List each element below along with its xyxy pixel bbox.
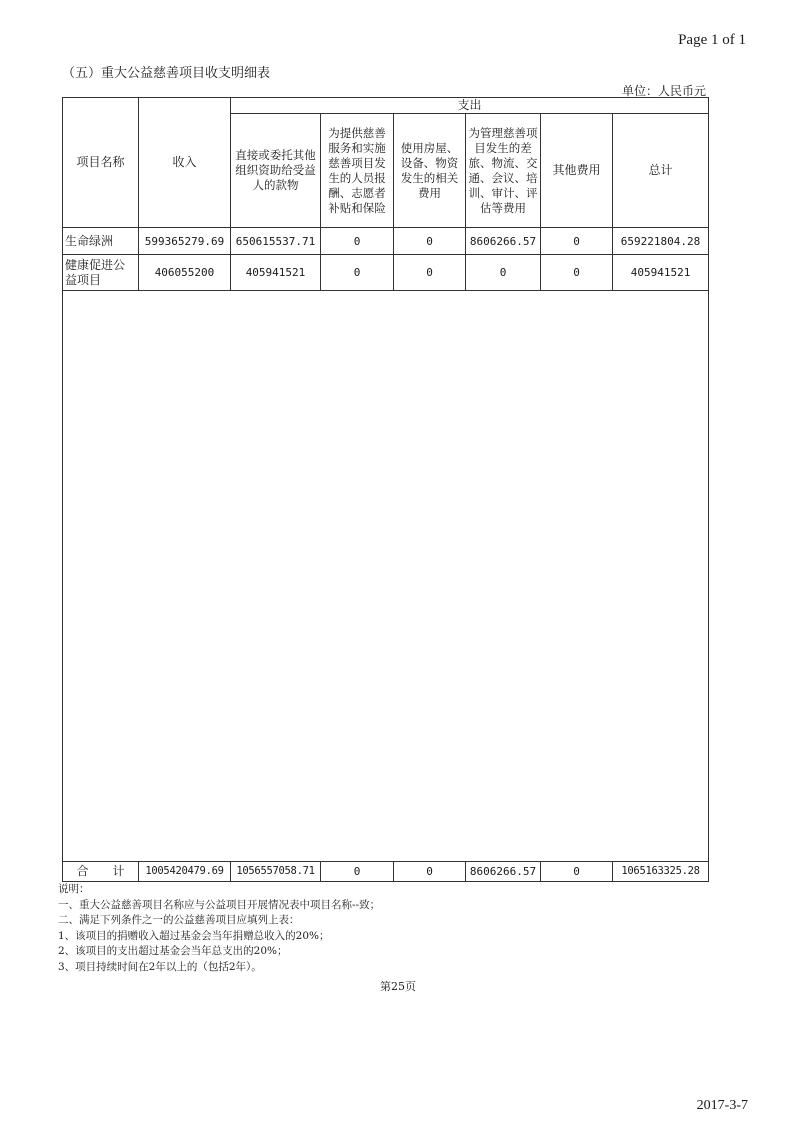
total-premises: 0 <box>394 862 466 882</box>
total-management: 8606266.57 <box>466 862 541 882</box>
row-project-name: 健康促进公益项目 <box>63 255 139 291</box>
row-premises: 0 <box>394 255 466 291</box>
notes-heading: 说明： <box>58 883 90 895</box>
row-direct: 650615537.71 <box>231 228 321 255</box>
total-label: 合 计 <box>63 862 139 882</box>
header-other: 其他费用 <box>541 114 613 228</box>
total-income: 1005420479.69 <box>139 862 231 882</box>
total-other: 0 <box>541 862 613 882</box>
row-project-name: 生命绿洲 <box>63 228 139 255</box>
currency-unit: 单位：人民币元 <box>621 84 706 98</box>
header-row-1 <box>63 98 709 114</box>
row-total: 405941521 <box>613 255 709 291</box>
row-total: 659221804.28 <box>613 228 709 255</box>
total-personnel: 0 <box>321 862 394 882</box>
table-row <box>63 255 709 291</box>
row-premises: 0 <box>394 228 466 255</box>
page-of-indicator: Page 1 of 1 <box>678 32 746 48</box>
row-other: 0 <box>541 255 613 291</box>
row-other: 0 <box>541 228 613 255</box>
header-personnel: 为提供慈善服务和实施慈善项目发生的人员报酬、志愿者补贴和保险 <box>321 114 394 228</box>
header-premises: 使用房屋、设备、物资发生的相关费用 <box>394 114 466 228</box>
header-income: 收入 <box>139 98 231 228</box>
row-income: 406055200 <box>139 255 231 291</box>
note-line: 一、重大公益慈善项目名称应与公益项目开展情况表中项目名称--致； <box>58 898 381 911</box>
charity-project-table <box>62 97 709 882</box>
blank-row <box>63 291 709 862</box>
note-line: 二、满足下列条件之一的公益慈善项目应填列上表： <box>58 914 300 926</box>
header-management: 为管理慈善项目发生的差旅、物流、交通、会议、培训、审计、评估等费用 <box>466 114 541 228</box>
note-line: 3、项目持续时间在2年以上的（包括2年）。 <box>58 960 262 973</box>
header-total: 总计 <box>613 114 709 228</box>
notes-section <box>58 882 380 975</box>
row-management: 0 <box>466 255 541 291</box>
header-project-name: 项目名称 <box>63 98 139 228</box>
total-direct: 1056557058.71 <box>231 862 321 882</box>
row-personnel: 0 <box>321 255 394 291</box>
blank-area <box>63 291 709 862</box>
header-expenditure: 支出 <box>231 98 709 114</box>
header-direct-aid: 直接或委托其他组织资助给受益人的款物 <box>231 114 321 228</box>
note-line: 1、该项目的捐赠收入超过基金会当年捐赠总收入的20%； <box>58 929 330 942</box>
print-date: 2017-3-7 <box>696 1098 748 1113</box>
note-line: 2、该项目的支出超过基金会当年总支出的20%； <box>58 945 288 957</box>
table-row <box>63 228 709 255</box>
row-income: 599365279.69 <box>139 228 231 255</box>
row-personnel: 0 <box>321 228 394 255</box>
total-row <box>63 862 709 882</box>
table-title: （五）重大公益慈善项目收支明细表 <box>62 66 271 81</box>
row-management: 8606266.57 <box>466 228 541 255</box>
row-direct: 405941521 <box>231 255 321 291</box>
page-number: 第25页 <box>380 980 416 993</box>
total-total: 1065163325.28 <box>613 862 709 882</box>
